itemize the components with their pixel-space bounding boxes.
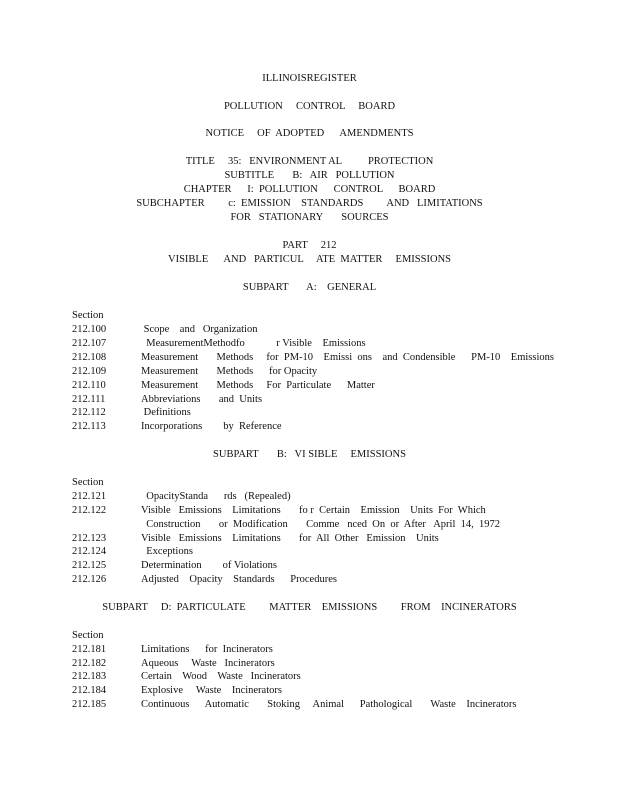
- section-number: 212.113: [72, 421, 106, 432]
- section-number: 212.108: [72, 352, 107, 363]
- section-number: 212.110: [72, 380, 106, 391]
- section-title: Abbreviations and Units: [141, 394, 263, 405]
- section-title: Measurement Methods For Particulate Matter: [141, 380, 375, 391]
- section-number: 212.111: [72, 394, 106, 405]
- section-title: Scope and Organization: [141, 324, 258, 335]
- section-title: Adjusted Opacity Standards Procedures: [141, 574, 337, 585]
- section-label: Section: [72, 630, 104, 641]
- section-number: 212.184: [72, 685, 107, 696]
- section-label: Section: [72, 477, 104, 488]
- section-number: 212.123: [72, 533, 107, 544]
- part-number: PART 212: [282, 240, 337, 251]
- section-title: Visible Emissions Limitations for All Other Emission Units: [141, 533, 439, 544]
- section-number: 212.125: [72, 560, 107, 571]
- subpart-b-heading: SUBPART B: VI SIBLE EMISSIONS: [213, 449, 406, 460]
- section-title: Continuous Automatic Stoking Animal Pathological Waste Incinerators: [141, 699, 517, 710]
- section-number: 212.121: [72, 491, 107, 502]
- section-title: Exceptions: [141, 546, 193, 557]
- section-title: Incorporations by Reference: [141, 421, 282, 432]
- chapter-line: CHAPTER I: POLLUTION CONTROL BOARD: [183, 184, 436, 195]
- section-title: Measurement Methods for Opacity: [141, 366, 318, 377]
- board-heading: POLLUTION CONTROL BOARD: [223, 101, 396, 112]
- section-title: Measurement Methods for PM-10 Emissi ons and Condensible PM-10 Emissions: [141, 352, 554, 363]
- section-title: Visible Emissions Limitations fo r Certain Emission Units For Which: [141, 505, 486, 516]
- register-heading: ILLINOISREGISTER: [262, 73, 357, 84]
- section-title: Aqueous Waste Incinerators: [141, 658, 275, 669]
- section-title: Explosive Waste Incinerators: [141, 685, 282, 696]
- part-name: VISIBLE AND PARTICUL ATE MATTER EMISSIONS: [168, 254, 451, 265]
- section-label: Section: [72, 310, 104, 321]
- section-number: 212.107: [72, 338, 107, 349]
- section-number: 212.183: [72, 671, 107, 682]
- section-title: Limitations for Incinerators: [141, 644, 273, 655]
- title-line: TITLE 35: ENVIRONMENT AL PROTECTION: [185, 156, 434, 167]
- subchapter-line: SUBCHAPTER c: EMISSION STANDARDS AND LIMITATIONS: [136, 198, 483, 209]
- subchapter-continuation-line: FOR STATIONARY SOURCES: [230, 212, 389, 223]
- section-number: 212.185: [72, 699, 107, 710]
- section-title: MeasurementMethodfo r Visible Emissions: [141, 338, 366, 349]
- section-number: 212.109: [72, 366, 107, 377]
- notice-heading: NOTICE OF ADOPTED AMENDMENTS: [205, 128, 414, 139]
- section-number: 212.182: [72, 658, 107, 669]
- section-number: 212.122: [72, 505, 107, 516]
- section-number: 212.100: [72, 324, 107, 335]
- section-title: Definitions: [141, 407, 191, 418]
- section-title: Certain Wood Waste Incinerators: [141, 671, 301, 682]
- subtitle-line: SUBTITLE B: AIR POLLUTION: [224, 170, 395, 181]
- section-title: Determination of Violations: [141, 560, 277, 571]
- section-title: OpacityStanda rds (Repealed): [141, 491, 291, 502]
- section-number: 212.181: [72, 644, 107, 655]
- section-number: 212.126: [72, 574, 107, 585]
- subpart-a-heading: SUBPART A: GENERAL: [242, 282, 377, 293]
- section-number: 212.112: [72, 407, 106, 418]
- section-number: 212.124: [72, 546, 107, 557]
- section-title-continuation: Construction or Modification Comme nced On or After April 14, 1972: [141, 519, 500, 530]
- subpart-d-heading: SUBPART D: PARTICULATE MATTER EMISSIONS FROM INCINERATORS: [102, 602, 517, 613]
